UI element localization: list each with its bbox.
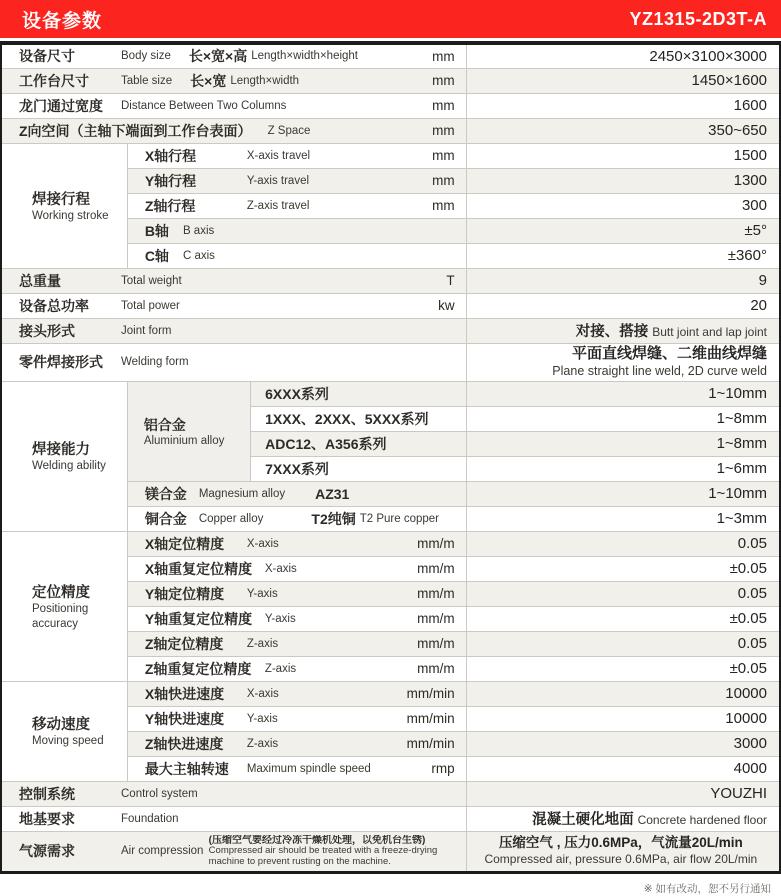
table-row (1, 118, 780, 143)
label-en: Maximum spindle speed (246, 762, 371, 775)
unit-label: kw (438, 298, 455, 313)
unit-label: mm/m (417, 661, 455, 676)
label-zh: Y轴重复定位精度 (144, 610, 253, 627)
subgroup-aluminium-alloy (127, 381, 250, 481)
label-en: Body size (121, 50, 171, 63)
spec-label-1xxx-series: 1XXX、2XXX、5XXX系列 (251, 406, 467, 431)
label-en: Table size (121, 74, 173, 87)
label-zh: X轴重复定位精度 (144, 560, 253, 577)
spec-value (466, 806, 780, 831)
label-en: Y-axis (246, 587, 278, 600)
spec-value: 0.05 (466, 631, 780, 656)
table-row (1, 806, 780, 831)
model-number: YZ1315-2D3T-A (629, 8, 767, 29)
label-en: Z-axis (246, 637, 279, 650)
label-en: Total weight (121, 274, 182, 287)
spec-label-control-system (1, 781, 466, 806)
spec-value (466, 318, 780, 343)
label-extra-en: Length×width (230, 74, 300, 87)
spec-value: 10000 (466, 706, 780, 731)
note-en: Compressed air should be treated with a freeze-drying machine to prevent rusting on the machine. (208, 844, 438, 867)
label-zh: Z轴快进速度 (144, 735, 224, 752)
spec-value: 0.05 (466, 531, 780, 556)
label-zh: 镁合金 (144, 485, 187, 502)
spec-label-welding-form (1, 343, 466, 381)
spec-label-z-repeat-positioning (127, 656, 466, 681)
spec-label-x-rapid-speed (127, 681, 466, 706)
group-label-en: Working stroke (32, 209, 109, 222)
group-label-zh: 移动速度 (32, 717, 90, 734)
label-extra-zh: 长×宽 (190, 72, 227, 89)
spec-label-x-positioning (127, 531, 466, 556)
spec-label-y-rapid-speed (127, 706, 466, 731)
label-en: X-axis (246, 537, 279, 550)
spec-label-6xxx-series: 6XXX系列 (251, 381, 467, 406)
label-en: Distance Between Two Columns (121, 99, 287, 112)
spec-value: 1600 (466, 93, 780, 118)
spec-label-joint-form (1, 318, 466, 343)
header-bar (0, 0, 781, 38)
label-en: Total power (121, 299, 180, 312)
group-label-en: Positioning accuracy (32, 603, 89, 630)
label-en: X-axis (264, 562, 297, 575)
spec-value: 1450×1600 (466, 68, 780, 93)
unit-label: mm (432, 148, 455, 163)
spec-value: ±5° (466, 218, 780, 243)
label-en: Welding form (121, 356, 189, 368)
spec-label-magnesium-alloy (127, 481, 466, 506)
unit-label: mm/m (417, 561, 455, 576)
label-en: Y-axis (264, 612, 296, 625)
label-zh: 工作台尺寸 (19, 72, 89, 89)
label-zh: 设备总功率 (19, 297, 89, 314)
label-en: Magnesium alloy (198, 487, 286, 500)
spec-label-z-space (1, 118, 466, 143)
spec-label-air-compression (1, 831, 466, 872)
label-zh: Z轴重复定位精度 (144, 660, 252, 677)
group-label-zh: 定位精度 (32, 585, 90, 602)
label-en: Z-axis travel (246, 199, 310, 212)
label-zh: 最大主轴转速 (144, 760, 229, 777)
label-zh: 零件焊接形式 (19, 354, 103, 370)
unit-label: T (446, 273, 455, 288)
unit-label: mm (432, 173, 455, 188)
spec-label-z-travel (127, 193, 466, 218)
label-en: Joint form (121, 324, 172, 337)
spec-value: 1300 (466, 168, 780, 193)
group-moving-speed (1, 681, 127, 781)
spec-label-total-weight (1, 268, 466, 293)
table-row (1, 43, 780, 68)
spec-value: 300 (466, 193, 780, 218)
unit-label: mm/m (417, 611, 455, 626)
spec-label-copper-alloy (127, 506, 466, 531)
spec-value: YOUZHI (466, 781, 780, 806)
label-zh: 总重量 (19, 272, 61, 289)
label-zh: Y轴快进速度 (144, 710, 225, 727)
label-zh: B轴 (144, 222, 169, 239)
spec-label-x-travel (127, 143, 466, 168)
table-row (1, 68, 780, 93)
label-zh: C轴 (144, 247, 169, 264)
spec-value: 4000 (466, 756, 780, 781)
grade-label-zh: T2纯铜 (311, 510, 356, 527)
unit-label: mm (432, 123, 455, 138)
label-zh: 接头形式 (19, 322, 75, 339)
group-label-en: Moving speed (32, 735, 104, 748)
group-label-zh: 焊接行程 (32, 191, 90, 208)
table-row (1, 381, 780, 406)
label-extra-zh: 长×宽×高 (188, 48, 248, 65)
unit-label: mm/min (406, 686, 455, 701)
label-zh: 控制系统 (19, 785, 75, 802)
note-zh: (压缩空气要经过冷冻干燥机处理，以免机台生锈) (208, 834, 426, 846)
label-en: Y-axis travel (246, 174, 310, 187)
unit-label: mm/m (417, 636, 455, 651)
grade-label: AZ31 (315, 485, 350, 502)
value-en: Plane straight line weld, 2D curve weld (552, 363, 767, 378)
spec-value: 1~6mm (466, 456, 780, 481)
grade-label-en: T2 Pure copper (359, 512, 439, 525)
label-zh: 铜合金 (144, 510, 187, 527)
spec-value: 10000 (466, 681, 780, 706)
label-zh: Z向空间（主轴下端面到工作台表面） (19, 122, 252, 139)
subgroup-label-en: Aluminium alloy (143, 435, 225, 447)
air-compression-note (209, 835, 455, 867)
spec-label-z-positioning (127, 631, 466, 656)
label-zh: 气源需求 (19, 843, 75, 859)
label-zh: X轴快进速度 (144, 685, 225, 702)
group-positioning-accuracy (1, 531, 127, 681)
label-extra-en: Length×width×height (251, 50, 359, 63)
spec-label-z-rapid-speed (127, 731, 466, 756)
label-zh: Z轴行程 (144, 197, 196, 214)
label-en: Z-axis (246, 737, 279, 750)
spec-value: ±360° (466, 243, 780, 268)
spec-label-c-axis (127, 243, 466, 268)
label-zh: Y轴行程 (144, 172, 197, 189)
spec-label-y-travel (127, 168, 466, 193)
spec-label-table-size (1, 68, 466, 93)
label-en: C axis (182, 249, 215, 262)
unit-label: mm/m (417, 586, 455, 601)
label-zh: 龙门通过宽度 (19, 97, 103, 114)
subgroup-label-zh: 铝合金 (143, 417, 186, 433)
spec-label-adc12-series: ADC12、A356系列 (251, 431, 467, 456)
page-title: 设备参数 (22, 10, 103, 32)
value-zh: 压缩空气 , 压力0.6MPa，气流量20L/min (498, 835, 743, 851)
unit-label: mm (432, 48, 455, 64)
spec-value: ±0.05 (466, 656, 780, 681)
spec-label-x-repeat-positioning (127, 556, 466, 581)
label-en: Z Space (267, 124, 311, 137)
unit-label: mm/min (406, 711, 455, 726)
table-row (1, 343, 780, 381)
value-zh: 对接、搭接 (575, 324, 649, 340)
spec-label-y-repeat-positioning (127, 606, 466, 631)
spec-value: ±0.05 (466, 606, 780, 631)
unit-label: mm (432, 73, 455, 88)
spec-value: 1~3mm (466, 506, 780, 531)
spec-label-7xxx-series: 7XXX系列 (251, 456, 467, 481)
group-welding-ability (1, 381, 127, 531)
label-en: Z-axis (264, 662, 297, 675)
table-row (1, 681, 780, 706)
spec-value: 3000 (466, 731, 780, 756)
table-row (1, 143, 780, 168)
value-zh: 平面直线焊缝、二维曲线焊缝 (571, 344, 767, 362)
spec-label-max-spindle-speed (127, 756, 466, 781)
table-row (1, 268, 780, 293)
value-en: Butt joint and lap joint (652, 325, 767, 339)
spec-value: 1~10mm (466, 481, 780, 506)
label-en: Control system (121, 787, 198, 800)
value-en: Compressed air, pressure 0.6MPa, air flow 20L/min (484, 851, 758, 866)
label-en: Air compression (121, 845, 204, 857)
label-en: X-axis (246, 687, 279, 700)
spec-value: 9 (466, 268, 780, 293)
spec-value: 1~8mm (466, 431, 780, 456)
label-zh: 设备尺寸 (19, 48, 75, 65)
spec-value: 0.05 (466, 581, 780, 606)
table-row (1, 831, 780, 872)
spec-value: 2450×3100×3000 (466, 43, 780, 68)
spec-label-y-positioning (127, 581, 466, 606)
label-zh: Z轴定位精度 (144, 635, 224, 652)
spec-label-body-size (1, 43, 466, 68)
spec-value (466, 831, 780, 872)
spec-value: 350~650 (466, 118, 780, 143)
spec-value: 1~8mm (466, 406, 780, 431)
unit-label: rmp (431, 761, 455, 776)
label-en: B axis (182, 224, 215, 237)
spec-value: 1~10mm (466, 381, 780, 406)
spec-value (466, 343, 780, 381)
table-row (1, 93, 780, 118)
table-row (1, 531, 780, 556)
spec-label-b-axis (127, 218, 466, 243)
label-zh: X轴行程 (144, 147, 197, 164)
table-row (1, 781, 780, 806)
group-label-zh: 焊接能力 (32, 442, 90, 459)
group-label-en: Welding ability (32, 460, 106, 473)
label-zh: X轴定位精度 (144, 535, 225, 552)
group-working-stroke (1, 143, 127, 268)
label-en: Copper alloy (198, 512, 264, 525)
spec-label-total-power (1, 293, 466, 318)
disclaimer-note: ※ 如有改动，恕不另行通知 (643, 882, 771, 895)
unit-label: mm (432, 198, 455, 213)
spec-value: 20 (466, 293, 780, 318)
unit-label: mm (432, 98, 455, 113)
value-zh: 混凝土硬化地面 (532, 812, 634, 828)
label-en: Y-axis (246, 712, 278, 725)
table-row (1, 318, 780, 343)
label-en: X-axis travel (246, 149, 311, 162)
table-row (1, 293, 780, 318)
label-en: Foundation (121, 812, 179, 825)
unit-label: mm/m (417, 536, 455, 551)
spec-value: ±0.05 (466, 556, 780, 581)
unit-label: mm/min (406, 736, 455, 751)
spec-table (0, 41, 781, 874)
label-zh: 地基要求 (19, 810, 75, 827)
spec-label-gantry-width (1, 93, 466, 118)
spec-value: 1500 (466, 143, 780, 168)
value-en: Concrete hardened floor (637, 813, 767, 827)
label-zh: Y轴定位精度 (144, 585, 225, 602)
spec-label-foundation (1, 806, 466, 831)
